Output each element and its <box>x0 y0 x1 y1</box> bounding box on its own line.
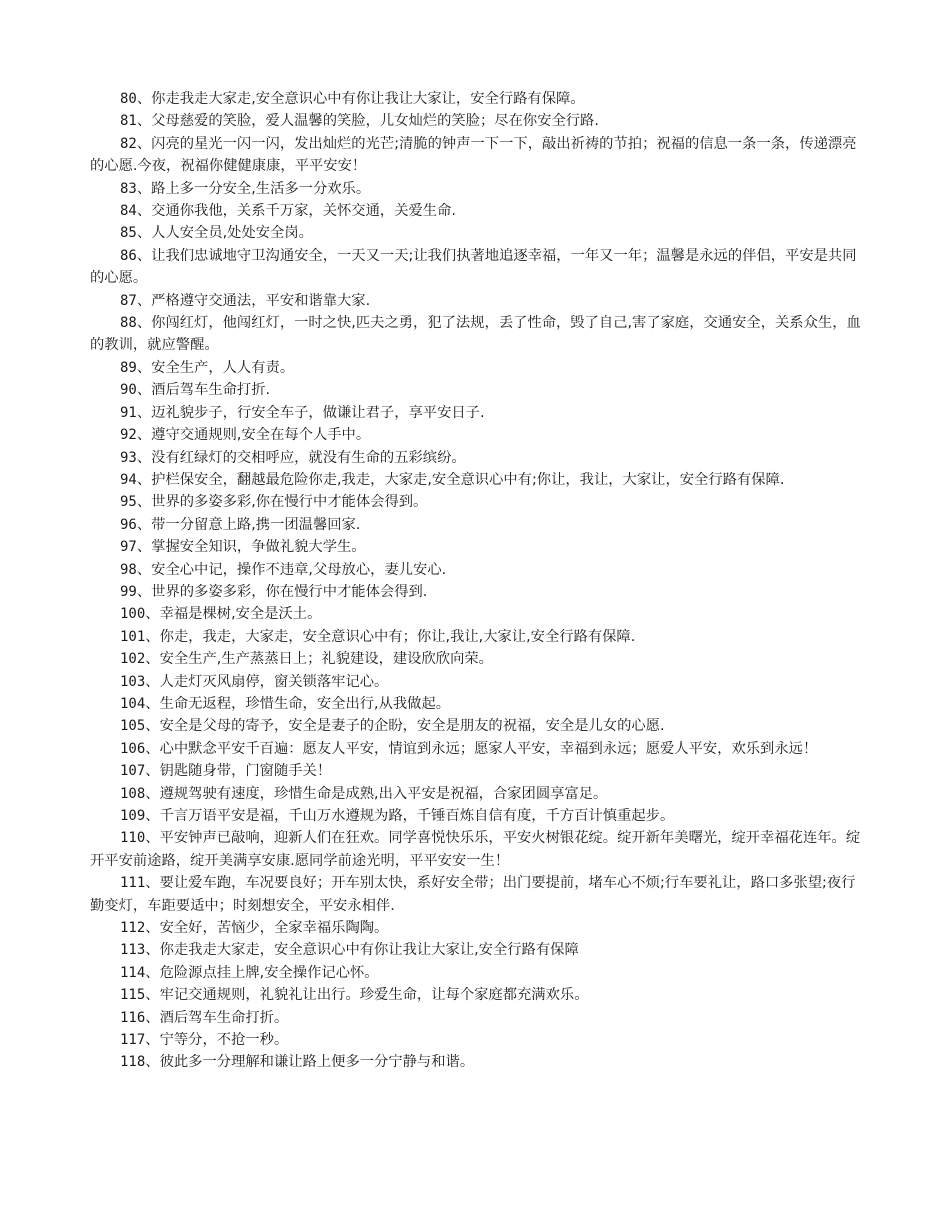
item-text: 、闪亮的星光一闪一闪，发出灿烂的光芒;清脆的钟声一下一下，敲出祈祷的节拍；祝福的信息一条一条，传递漂亮的心愿.今夜，祝福你健健康康，平平安安！ <box>90 135 857 175</box>
item-number: 91 <box>120 404 137 421</box>
list-item <box>90 447 865 469</box>
item-text: 、彼此多一分理解和谦让路上便多一分宁静与和谐。 <box>145 1054 475 1071</box>
item-text: 、没有红绿灯的交相呼应，就没有生命的五彩缤纷。 <box>136 449 466 466</box>
list-item <box>90 469 865 491</box>
list-item <box>90 1029 865 1051</box>
list-item <box>90 693 865 715</box>
item-text: 、严格遵守交通法，平安和谐靠大家. <box>136 292 371 309</box>
item-number: 97 <box>120 539 137 556</box>
item-number: 99 <box>120 583 137 600</box>
list-item <box>90 626 865 648</box>
item-text: 、人走灯灭风扇停，窗关锁落牢记心。 <box>145 673 389 690</box>
item-text: 、安全生产，人人有责。 <box>136 359 295 376</box>
item-text: 、生命无返程，珍惜生命，安全出行,从我做起。 <box>145 695 451 712</box>
item-number: 106 <box>120 740 146 757</box>
list-item <box>90 559 865 581</box>
list-item <box>90 872 865 917</box>
item-number: 92 <box>120 427 137 444</box>
item-text: 、心中默念平安千百遍：愿友人平安，情谊到永远；愿家人平安，幸福到永远；愿爱人平安，欢乐到永远！ <box>145 740 818 757</box>
item-number: 103 <box>120 673 146 690</box>
item-text: 、千言万语平安是福，千山万水遵规为路，千锤百炼自信有度，千方百计慎重起步。 <box>145 808 675 824</box>
list-item <box>90 88 865 110</box>
item-number: 83 <box>120 180 137 197</box>
item-text: 、安全好，苦恼少，全家幸福乐陶陶。 <box>145 920 389 937</box>
list-item <box>90 984 865 1006</box>
item-text: 、遵守交通规则,安全在每个人手中。 <box>136 427 371 444</box>
item-number: 110 <box>120 830 146 847</box>
item-number: 96 <box>120 516 137 533</box>
item-text: 、父母慈爱的笑脸，爱人温馨的笑脸，儿女灿烂的笑脸；尽在你安全行路. <box>136 113 599 130</box>
item-text: 、幸福是棵树,安全是沃土。 <box>145 606 322 623</box>
list-item <box>90 827 865 872</box>
item-number: 95 <box>120 494 137 511</box>
item-text: 、你走我走大家走,安全意识心中有你让我让大家让，安全行路有保障。 <box>136 91 585 107</box>
item-number: 90 <box>120 382 137 399</box>
list-item <box>90 1007 865 1029</box>
list-item <box>90 133 865 178</box>
item-text: 、遵规驾驶有速度，珍惜生命是成熟,出入平安是祝福，合家团圆享富足。 <box>145 785 608 802</box>
list-item <box>90 200 865 222</box>
item-number: 81 <box>120 113 137 130</box>
item-number: 108 <box>120 785 146 802</box>
item-number: 117 <box>120 1032 146 1049</box>
item-number: 88 <box>120 315 137 332</box>
item-number: 113 <box>120 942 146 959</box>
item-number: 85 <box>120 225 137 242</box>
list-item <box>90 222 865 244</box>
item-number: 105 <box>120 718 146 735</box>
list-item <box>90 424 865 446</box>
list-item <box>90 491 865 513</box>
item-number: 93 <box>120 449 137 466</box>
item-text: 、平安钟声已敲响，迎新人们在狂欢。同学喜悦快乐乐，平安火树银花绽。绽开新年美曙光，绽开幸福花连年。绽开平安前途路，绽开美满享安康.愿同学前途光明，平平安安一生！ <box>90 830 861 869</box>
list-item <box>90 1051 865 1073</box>
item-text: 、护栏保安全，翻越最危险你走,我走，大家走,安全意识心中有;你让，我让，大家让，安全行路有保障. <box>136 471 785 488</box>
list-item <box>90 715 865 737</box>
list-item <box>90 738 865 760</box>
slogan-list <box>90 88 865 1074</box>
item-number: 118 <box>120 1054 146 1071</box>
list-item <box>90 783 865 805</box>
item-number: 102 <box>120 651 146 668</box>
list-item <box>90 312 865 357</box>
item-number: 104 <box>120 695 146 712</box>
item-text: 、酒后驾车生命打折。 <box>145 1009 289 1026</box>
list-item <box>90 110 865 132</box>
list-item <box>90 939 865 961</box>
item-text: 、酒后驾车生命打折. <box>136 382 271 399</box>
item-text: 、钥匙随身带，门窗随手关！ <box>145 763 332 780</box>
list-item <box>90 379 865 401</box>
item-text: 、你闯红灯，他闯红灯，一时之快,匹夫之勇，犯了法规，丢了性命，毁了自己,害了家庭，交通安全，关系众生，血的教训，就应警醒。 <box>90 315 861 354</box>
item-number: 87 <box>120 292 137 309</box>
item-text: 、安全是父母的寄予，安全是妻子的企盼，安全是朋友的祝福，安全是儿女的心愿. <box>145 718 665 735</box>
item-number: 111 <box>120 875 146 892</box>
item-text: 、要让爱车跑，车况要良好；开车别太快，系好安全带；出门要提前，堵车心不烦;行车要礼让，路口多张望;夜行勤变灯，车距要适中；时刻想安全，平安永相伴. <box>90 875 856 914</box>
list-item <box>90 536 865 558</box>
list-item <box>90 917 865 939</box>
item-text: 、安全心中记，操作不违章,父母放心，妻儿安心. <box>136 561 447 578</box>
item-number: 109 <box>120 808 146 824</box>
list-item <box>90 514 865 536</box>
item-number: 101 <box>120 628 146 645</box>
item-text: 、牢记交通规则，礼貌礼让出行。珍爱生命，让每个家庭都充满欢乐。 <box>145 987 589 1004</box>
item-text: 、安全生产,生产蒸蒸日上；礼貌建设，建设欣欣向荣。 <box>145 651 493 668</box>
item-number: 114 <box>120 964 146 981</box>
list-item <box>90 648 865 670</box>
list-item <box>90 402 865 424</box>
item-text: 、带一分留意上路,携一团温馨回家. <box>136 516 361 533</box>
item-text: 、世界的多姿多彩，你在慢行中才能体会得到. <box>136 583 428 600</box>
item-number: 80 <box>120 91 137 107</box>
item-number: 100 <box>120 606 146 623</box>
item-text: 、交通你我他，关系千万家，关怀交通，关爱生命. <box>136 203 456 220</box>
item-text: 、人人安全员,处处安全岗。 <box>136 225 313 242</box>
item-text: 、世界的多姿多彩,你在慢行中才能体会得到。 <box>136 494 428 511</box>
item-number: 98 <box>120 561 137 578</box>
item-number: 82 <box>120 135 137 152</box>
item-number: 107 <box>120 763 146 780</box>
item-number: 94 <box>120 471 137 488</box>
item-text: 、路上多一分安全,生活多一分欢乐。 <box>136 180 371 197</box>
item-number: 116 <box>120 1009 146 1026</box>
list-item <box>90 962 865 984</box>
list-item <box>90 581 865 603</box>
item-text: 、你走我走大家走，安全意识心中有你让我让大家让,安全行路有保障 <box>145 942 579 959</box>
item-text: 、掌握安全知识，争做礼貌大学生。 <box>136 539 366 556</box>
item-number: 112 <box>120 920 146 937</box>
item-text: 、宁等分，不抢一秒。 <box>145 1032 289 1049</box>
item-text: 、让我们忠诚地守卫沟通安全，一天又一天;让我们执著地追逐幸福，一年又一年；温馨是永远的伴侣，平安是共同的心愿。 <box>90 247 857 287</box>
item-number: 89 <box>120 359 137 376</box>
item-number: 84 <box>120 203 137 220</box>
list-item <box>90 760 865 782</box>
list-item <box>90 357 865 379</box>
list-item <box>90 290 865 312</box>
list-item <box>90 805 865 827</box>
list-item <box>90 178 865 200</box>
item-number: 115 <box>120 987 146 1004</box>
item-number: 86 <box>120 247 137 264</box>
list-item <box>90 245 865 290</box>
list-item <box>90 671 865 693</box>
item-text: 、迈礼貌步子，行安全车子，做谦让君子，享平安日子. <box>136 404 485 421</box>
item-text: 、你走，我走，大家走，安全意识心中有；你让,我让,大家让,安全行路有保障. <box>145 628 636 645</box>
item-text: 、危险源点挂上牌,安全操作记心怀。 <box>145 964 379 981</box>
list-item <box>90 603 865 625</box>
